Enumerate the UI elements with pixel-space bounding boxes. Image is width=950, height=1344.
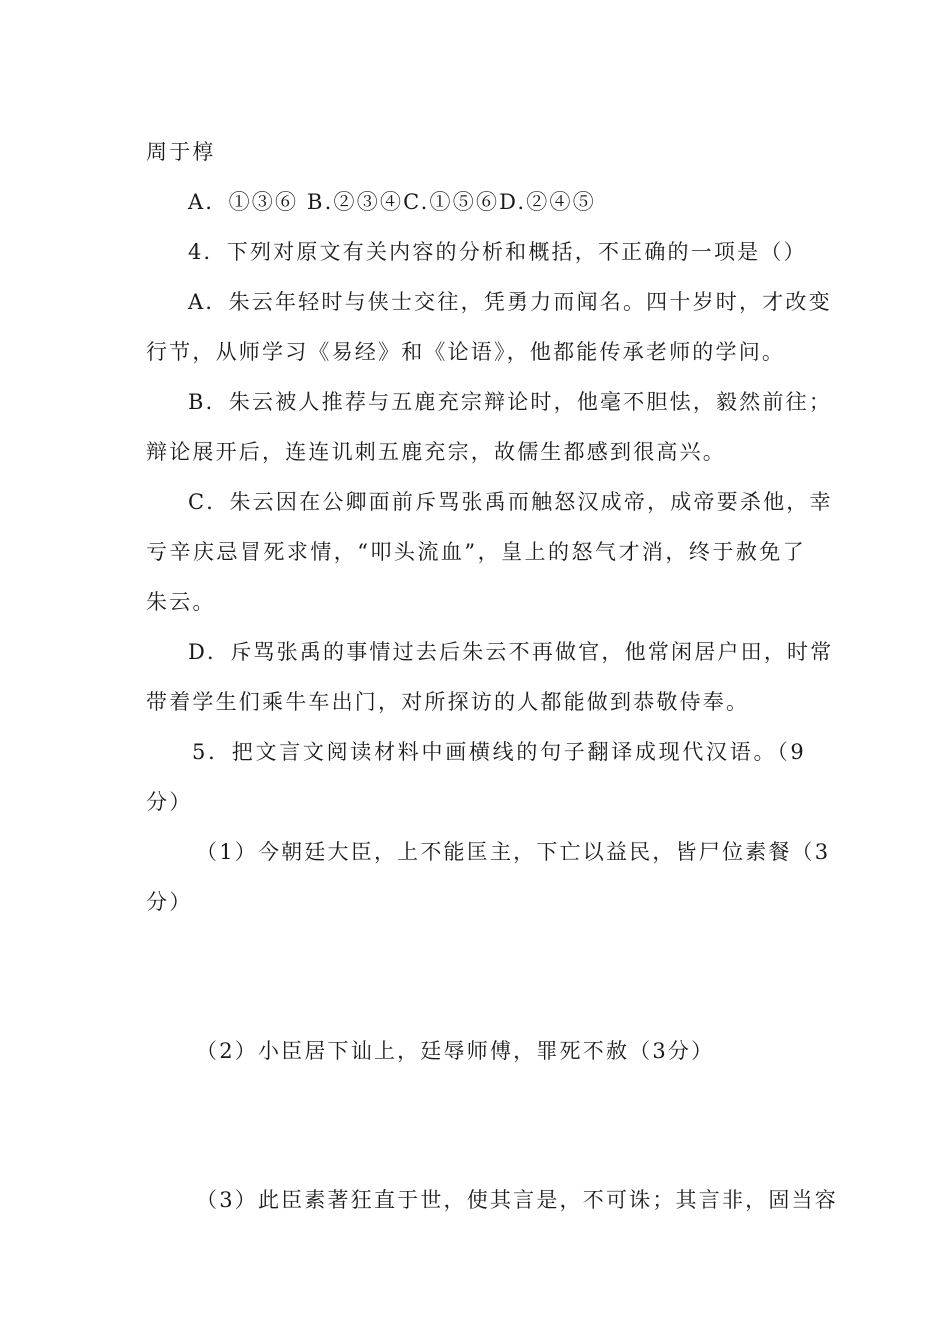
option-b-line-1: B．朱云被人推荐与五鹿充宗辩论时，他毫不胆怯，毅然前往； <box>188 390 833 414</box>
text-line: 周于椁 <box>146 140 216 164</box>
question-5-heading: 5．把文言文阅读材料中画横线的句子翻译成现代汉语。（9 <box>192 740 806 764</box>
question-5-score: 分） <box>146 790 193 814</box>
subquestion-3: （3）此臣素著狂直于世，使其言是，不可诛；其言非，固当容 <box>196 1188 838 1212</box>
subquestion-1-score: 分） <box>146 890 193 914</box>
answer-options-line: A．①③⑥ B.②③④C.①⑤⑥D.②④⑤ <box>188 190 596 214</box>
option-a-line-2: 行节，从师学习《易经》和《论语》，他都能传承老师的学问。 <box>146 340 786 364</box>
option-c-line-3: 朱云。 <box>146 590 216 614</box>
option-c-line-1: C．朱云因在公卿面前斥骂张禹而触怒汉成帝，成帝要杀他，幸 <box>188 490 833 514</box>
option-c-line-2: 亏辛庆忌冒死求情，“叩头流血”，皇上的怒气才消，终于赦免了 <box>146 540 806 564</box>
question-4-heading: 4．下列对原文有关内容的分析和概括，不正确的一项是（） <box>188 240 807 264</box>
subquestion-1: （1）今朝廷大臣，上不能匡主，下亡以益民，皆尸位素餐（3 <box>196 840 831 864</box>
option-a-line-1: A．朱云年轻时与侠士交往，凭勇力而闻名。四十岁时，才改变 <box>188 290 832 314</box>
option-d-line-1: D．斥骂张禹的事情过去后朱云不再做官，他常闲居户田，时常 <box>188 640 834 664</box>
option-d-line-2: 带着学生们乘牛车出门，对所探访的人都能做到恭敬侍奉。 <box>146 690 750 714</box>
subquestion-2: （2）小臣居下讪上，廷辱师傅，罪死不赦（3分） <box>196 1039 715 1063</box>
option-b-line-2: 辩论展开后，连连讥刺五鹿充宗，故儒生都感到很高兴。 <box>146 440 726 464</box>
